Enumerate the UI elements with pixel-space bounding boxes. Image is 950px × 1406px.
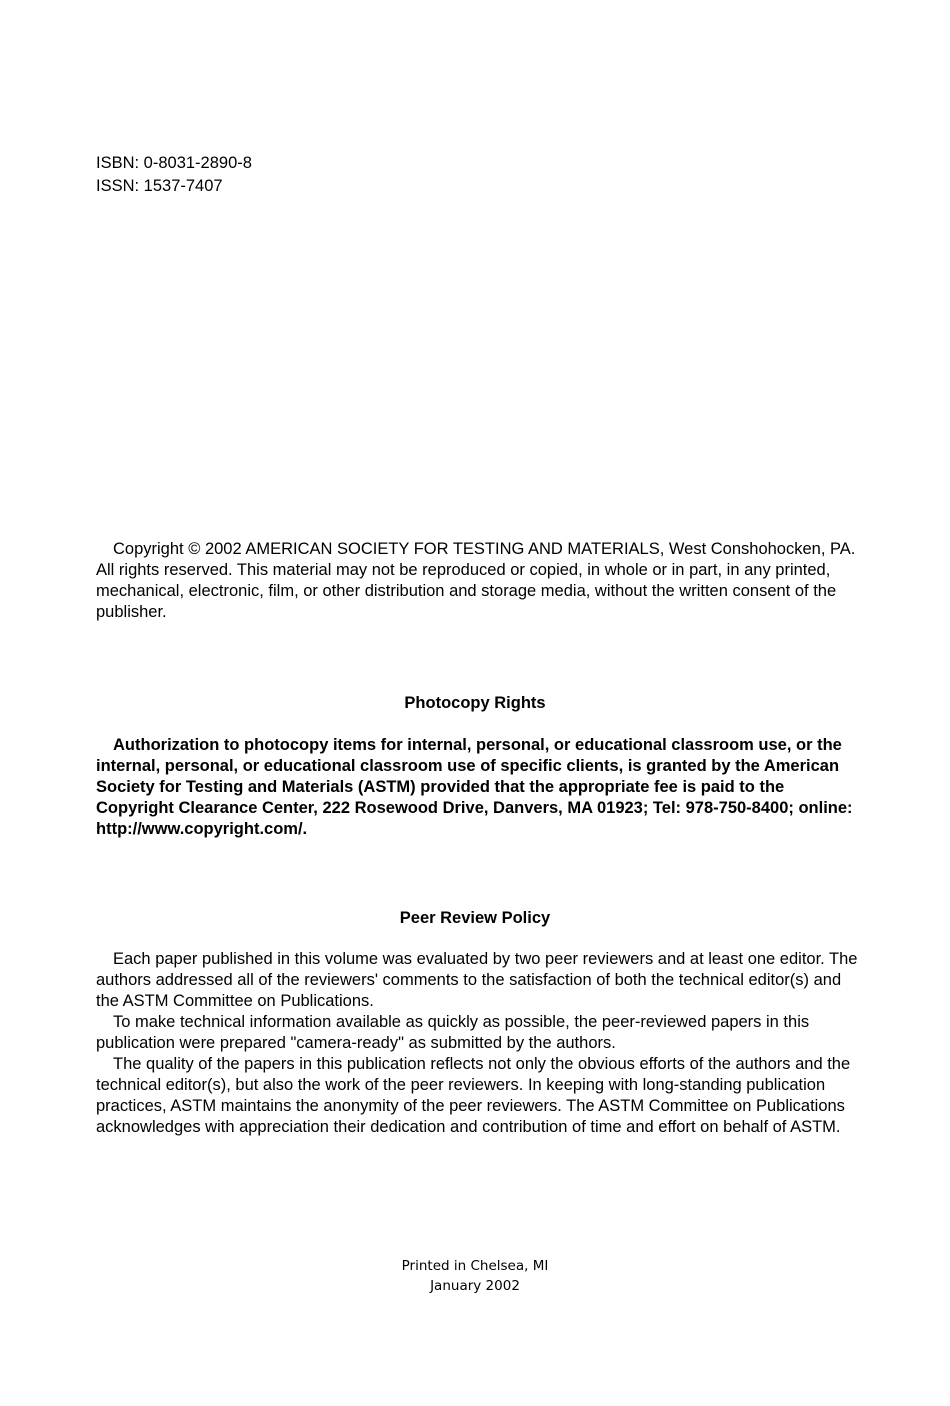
- copyright-paragraph: Copyright © 2002 AMERICAN SOCIETY FOR TESTING AND MATERIALS, West Conshohocken, PA. All rights reserved. This material may not be reproduced or copied, in whole or in part, in any printed, mechanical, electronic, film, or other distribution and storage media, without the written consent of the publisher.: [96, 540, 856, 621]
- printed-date: January 2002: [430, 1278, 520, 1294]
- issn-line: ISSN: 1537-7407: [96, 177, 223, 195]
- peer-review-paragraph-3: The quality of the papers in this publication reflects not only the obvious efforts of the authors and the technical editor(s), but also the work of the peer reviewers. In keeping with long-standing publication practices, ASTM maintains the anonymity of the peer reviewers. The ASTM Committee on Publications acknowledges with appreciation their dedication and contribution of time and effort on behalf of ASTM.: [96, 1055, 851, 1136]
- photocopy-rights-body: [96, 735, 856, 840]
- printed-location: Printed in Chelsea, MI: [401, 1258, 549, 1274]
- copyright-notice: [96, 539, 856, 623]
- photocopy-rights-heading: Photocopy Rights: [404, 694, 546, 712]
- photocopy-rights-paragraph: Authorization to photocopy items for internal, personal, or educational classroom use, or the internal, personal, or educational classroom use of specific clients, is granted by the American Society for Testing and Materials (ASTM) provided that the appropriate fee is paid to the Copyright Clearance Center, 222 Rosewood Drive, Danvers, MA 01923; Tel: 978-750-8400; online: http://www.copyright.com/.: [96, 736, 853, 838]
- peer-review-heading: Peer Review Policy: [399, 909, 551, 927]
- peer-review-paragraph-1: Each paper published in this volume was evaluated by two peer reviewers and at least one editor. The authors addressed all of the reviewers' comments to the satisfaction of both the technical editor(s) and the ASTM Committee on Publications.: [96, 950, 858, 1010]
- peer-review-paragraph-2: To make technical information available as quickly as possible, the peer-reviewed papers in this publication were prepared "camera-ready" as submitted by the authors.: [96, 1013, 810, 1052]
- isbn-line: ISBN: 0-8031-2890-8: [96, 154, 252, 172]
- peer-review-body: [96, 949, 861, 1138]
